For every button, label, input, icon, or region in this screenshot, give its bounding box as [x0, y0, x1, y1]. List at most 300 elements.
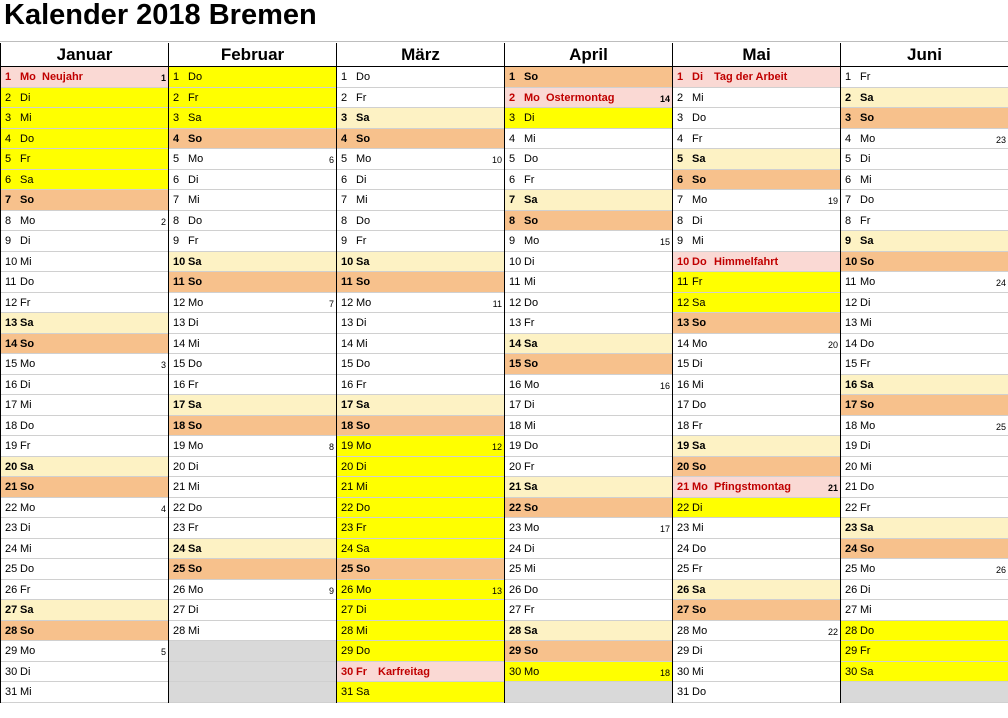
day-number: 18	[845, 419, 858, 432]
weekday: Mo	[20, 71, 36, 83]
day-number: 28	[845, 624, 858, 637]
day-cell	[337, 272, 504, 293]
day-number: 11	[677, 276, 689, 288]
weekday: Do	[524, 153, 539, 165]
weekday: Mo	[692, 194, 708, 206]
day-cell	[169, 395, 336, 416]
day-cell	[337, 354, 504, 375]
day-number: 21	[845, 481, 858, 493]
day-cell	[841, 67, 1008, 88]
day-cell	[169, 518, 336, 539]
day-number: 3	[509, 112, 516, 124]
weekday: Di	[692, 214, 703, 227]
week-number: 16	[659, 380, 670, 391]
day-cell	[673, 313, 840, 334]
day-number: 22	[5, 501, 18, 514]
weekday: Sa	[20, 317, 34, 329]
day-cell	[1, 88, 168, 109]
weekday: Do	[692, 255, 707, 268]
day-number: 20	[5, 460, 18, 473]
day-cell	[841, 252, 1008, 273]
weekday: So	[692, 460, 707, 473]
day-number: 18	[5, 419, 18, 432]
day-cell	[1, 272, 168, 293]
holiday-name: Himmelfahrt	[714, 255, 779, 268]
weekday: Do	[860, 624, 875, 637]
day-number: 8	[677, 214, 684, 227]
day-cell	[505, 354, 672, 375]
day-cell	[505, 252, 672, 273]
weekday: So	[524, 501, 539, 514]
week-number: 4	[160, 503, 166, 514]
day-number: 21	[341, 481, 354, 493]
day-number: 3	[341, 112, 348, 124]
day-cell	[841, 129, 1008, 150]
month-header-3: März	[336, 43, 504, 67]
weekday: Sa	[860, 91, 874, 104]
week-number: 12	[491, 442, 502, 452]
day-cell	[505, 272, 672, 293]
weekday: So	[692, 604, 707, 616]
day-number: 27	[341, 604, 354, 616]
day-number: 27	[845, 604, 858, 616]
month-column	[0, 67, 168, 703]
weekday: Mo	[356, 440, 372, 452]
day-cell	[1, 211, 168, 232]
day-cell	[841, 457, 1008, 478]
day-cell	[337, 518, 504, 539]
day-cell	[337, 334, 504, 355]
weekday: Do	[188, 501, 203, 514]
day-number: 11	[509, 276, 521, 288]
month-column	[336, 67, 504, 703]
weekday: Do	[524, 583, 539, 596]
day-number: 4	[341, 132, 348, 145]
day-number: 15	[677, 358, 690, 370]
day-number: 29	[845, 645, 858, 657]
day-cell	[841, 641, 1008, 662]
weekday: Mi	[524, 132, 536, 145]
weekday: Do	[692, 686, 707, 698]
day-cell	[337, 375, 504, 396]
day-cell	[673, 436, 840, 457]
weekday: So	[692, 317, 707, 329]
weekday: Mi	[692, 235, 704, 247]
week-number: 5	[160, 647, 166, 657]
day-number: 19	[845, 440, 858, 452]
weekday: Di	[20, 235, 31, 247]
day-number: 5	[5, 153, 12, 165]
day-cell	[169, 272, 336, 293]
day-cell	[841, 149, 1008, 170]
weekday: Mi	[20, 255, 32, 268]
day-cell	[1, 600, 168, 621]
weekday: Sa	[188, 255, 202, 268]
day-number: 19	[5, 440, 18, 452]
day-cell	[673, 108, 840, 129]
empty-day-cell	[505, 682, 672, 703]
day-cell	[169, 457, 336, 478]
weekday: Mi	[188, 337, 200, 350]
week-number: 22	[827, 626, 838, 637]
weekday: Mo	[524, 235, 540, 247]
day-number: 16	[677, 378, 690, 391]
day-number: 19	[173, 440, 186, 452]
page-title: Kalender 2018 Bremen	[4, 0, 317, 31]
day-cell	[169, 88, 336, 109]
day-number: 1	[845, 71, 852, 83]
weekday: Di	[188, 173, 199, 186]
weekday: Fr	[188, 91, 199, 104]
day-number: 2	[845, 91, 852, 104]
day-number: 6	[677, 173, 684, 186]
weekday: Mi	[692, 91, 704, 104]
weekday: Di	[188, 317, 199, 329]
day-number: 26	[845, 583, 858, 596]
week-number: 23	[995, 134, 1006, 145]
week-number: 9	[328, 585, 334, 596]
weekday: Mo	[20, 214, 36, 227]
day-number: 22	[173, 501, 186, 514]
day-cell	[505, 149, 672, 170]
day-cell	[505, 211, 672, 232]
weekday: Mo	[524, 522, 540, 534]
weekday: Fr	[860, 358, 871, 370]
day-cell	[505, 293, 672, 314]
day-cell	[505, 108, 672, 129]
month-header-4: April	[504, 43, 672, 67]
day-number: 28	[5, 624, 18, 637]
calendar-grid	[0, 43, 1008, 718]
weekday: Mo	[356, 296, 372, 309]
weekday: So	[188, 563, 203, 575]
day-number: 12	[677, 296, 690, 309]
week-number: 13	[491, 585, 502, 596]
day-number: 17	[5, 399, 18, 411]
day-cell	[841, 559, 1008, 580]
day-number: 24	[845, 542, 858, 555]
day-cell	[841, 211, 1008, 232]
day-cell	[1, 498, 168, 519]
day-cell	[337, 395, 504, 416]
weekday: So	[356, 419, 371, 432]
weekday: Fr	[188, 522, 199, 534]
day-cell	[1, 375, 168, 396]
day-cell	[169, 621, 336, 642]
weekday: Sa	[188, 399, 202, 411]
day-cell	[673, 662, 840, 683]
weekday: So	[20, 194, 35, 206]
day-number: 29	[509, 645, 522, 657]
weekday: Di	[692, 645, 703, 657]
weekday: Mo	[692, 624, 708, 637]
weekday: Di	[20, 522, 31, 534]
holiday-name: Tag der Arbeit	[714, 71, 788, 83]
day-cell	[673, 354, 840, 375]
day-number: 9	[341, 235, 348, 247]
weekday: So	[860, 255, 875, 268]
weekday: Mo	[188, 583, 204, 596]
day-cell	[673, 293, 840, 314]
month-column	[168, 67, 336, 703]
day-cell	[505, 457, 672, 478]
day-cell	[505, 190, 672, 211]
weekday: Sa	[860, 522, 874, 534]
day-number: 1	[341, 71, 348, 83]
day-number: 4	[509, 132, 516, 145]
week-number: 19	[827, 196, 838, 206]
day-number: 15	[341, 358, 354, 370]
day-number: 30	[845, 665, 858, 678]
day-cell	[673, 682, 840, 703]
day-number: 14	[341, 337, 354, 350]
day-number: 22	[677, 501, 690, 514]
weekday: Do	[188, 71, 203, 83]
day-cell	[841, 334, 1008, 355]
week-number: 25	[995, 421, 1006, 432]
week-number: 26	[995, 565, 1006, 575]
day-number: 15	[845, 358, 858, 370]
week-number: 3	[160, 360, 166, 370]
weekday: Mo	[860, 132, 876, 145]
day-cell	[505, 600, 672, 621]
weekday: So	[356, 132, 371, 145]
weekday: Di	[524, 255, 535, 268]
day-number: 24	[509, 542, 522, 555]
weekday: Mo	[692, 481, 708, 493]
day-cell	[673, 559, 840, 580]
day-cell	[1, 580, 168, 601]
day-cell	[505, 559, 672, 580]
weekday: Mo	[20, 358, 36, 370]
day-number: 13	[341, 317, 354, 329]
empty-day-cell	[841, 682, 1008, 703]
day-cell	[673, 498, 840, 519]
day-number: 9	[845, 235, 852, 247]
day-cell	[337, 211, 504, 232]
day-number: 4	[845, 132, 852, 145]
day-cell	[841, 272, 1008, 293]
weekday: Sa	[692, 583, 706, 596]
day-cell	[169, 436, 336, 457]
day-number: 19	[509, 440, 522, 452]
weekday: Fr	[20, 440, 31, 452]
weekday: Di	[20, 378, 31, 391]
day-number: 26	[341, 583, 354, 596]
weekday: Sa	[524, 481, 538, 493]
day-number: 13	[5, 317, 18, 329]
day-number: 18	[677, 419, 690, 432]
day-cell	[1, 477, 168, 498]
weekday: Di	[524, 112, 535, 124]
day-number: 15	[5, 358, 18, 370]
weekday: Sa	[692, 153, 706, 165]
weekday: So	[188, 419, 203, 432]
day-number: 23	[509, 522, 522, 534]
day-cell	[505, 313, 672, 334]
day-number: 20	[509, 460, 522, 473]
weekday: Sa	[692, 440, 706, 452]
week-number: 8	[328, 442, 334, 452]
week-number: 15	[659, 237, 670, 247]
day-cell	[505, 334, 672, 355]
weekday: Fr	[692, 132, 703, 145]
day-number: 19	[341, 440, 354, 452]
weekday: Do	[356, 214, 371, 227]
weekday: Fr	[356, 522, 367, 534]
day-number: 7	[845, 194, 852, 206]
day-number: 20	[341, 460, 354, 473]
day-number: 17	[845, 399, 858, 411]
day-number: 18	[341, 419, 354, 432]
day-number: 14	[5, 337, 18, 350]
weekday: Sa	[860, 378, 874, 391]
day-number: 6	[5, 173, 12, 186]
weekday: So	[524, 71, 539, 83]
day-cell	[337, 129, 504, 150]
day-number: 12	[5, 296, 18, 309]
day-number: 11	[173, 276, 185, 288]
day-cell	[169, 334, 336, 355]
day-cell	[337, 559, 504, 580]
day-cell	[673, 539, 840, 560]
day-number: 22	[845, 501, 858, 514]
month-column	[672, 67, 840, 703]
weekday: So	[692, 173, 707, 186]
day-cell	[337, 108, 504, 129]
weekday: Di	[860, 296, 871, 309]
day-number: 22	[509, 501, 522, 514]
day-number: 14	[845, 337, 858, 350]
day-number: 8	[341, 214, 348, 227]
weekday: So	[524, 358, 539, 370]
day-number: 12	[173, 296, 186, 309]
day-number: 1	[173, 71, 180, 83]
day-number: 2	[5, 91, 12, 104]
weekday: Di	[356, 317, 367, 329]
weekday: Sa	[356, 255, 370, 268]
day-number: 2	[341, 91, 348, 104]
weekday: Fr	[20, 583, 31, 596]
day-number: 25	[341, 563, 354, 575]
week-number: 10	[491, 155, 502, 165]
day-number: 21	[677, 481, 690, 493]
day-cell	[673, 580, 840, 601]
day-cell	[169, 477, 336, 498]
day-cell	[337, 457, 504, 478]
day-cell	[1, 129, 168, 150]
day-number: 10	[677, 255, 690, 268]
day-number: 31	[5, 686, 18, 698]
day-number: 27	[677, 604, 690, 616]
weekday: Sa	[188, 112, 202, 124]
day-cell	[169, 498, 336, 519]
day-cell	[505, 477, 672, 498]
day-number: 26	[5, 583, 18, 596]
weekday: Sa	[356, 686, 370, 698]
weekday: Di	[692, 358, 703, 370]
month-header-5: Mai	[672, 43, 840, 67]
weekday: Do	[692, 542, 707, 555]
weekday: Sa	[20, 173, 34, 186]
day-cell	[1, 67, 168, 88]
day-cell	[169, 559, 336, 580]
day-cell	[1, 518, 168, 539]
day-number: 21	[5, 481, 18, 493]
weekday: Fr	[524, 173, 535, 186]
day-cell	[505, 518, 672, 539]
weekday: Mi	[524, 276, 536, 288]
day-cell	[505, 375, 672, 396]
weekday: Sa	[356, 112, 370, 124]
day-cell	[505, 641, 672, 662]
day-number: 23	[5, 522, 18, 534]
week-number: 20	[827, 339, 838, 350]
day-number: 31	[341, 686, 354, 698]
weekday: Do	[356, 71, 371, 83]
weekday: Fr	[524, 317, 535, 329]
day-cell	[169, 129, 336, 150]
day-number: 16	[845, 378, 858, 391]
weekday: Fr	[692, 276, 703, 288]
day-cell	[841, 170, 1008, 191]
day-number: 5	[341, 153, 348, 165]
day-cell	[505, 621, 672, 642]
weekday: So	[356, 563, 371, 575]
day-cell	[337, 539, 504, 560]
day-number: 9	[173, 235, 180, 247]
weekday: Do	[356, 358, 371, 370]
day-cell	[673, 272, 840, 293]
holiday-name: Karfreitag	[378, 665, 430, 678]
day-number: 8	[5, 214, 12, 227]
weekday: Mi	[860, 604, 872, 616]
day-cell	[169, 252, 336, 273]
week-number: 2	[160, 216, 166, 227]
weekday: Di	[20, 665, 31, 678]
day-number: 6	[173, 173, 180, 186]
day-cell	[673, 641, 840, 662]
week-number: 14	[659, 93, 670, 104]
day-cell	[169, 313, 336, 334]
weekday: So	[860, 112, 875, 124]
day-number: 8	[509, 214, 516, 227]
day-number: 7	[677, 194, 684, 206]
day-cell	[1, 559, 168, 580]
day-cell	[505, 580, 672, 601]
day-cell	[505, 662, 672, 683]
weekday: Sa	[860, 665, 874, 678]
weekday: Fr	[524, 604, 535, 616]
weekday: Do	[188, 358, 203, 370]
day-cell	[841, 293, 1008, 314]
weekday: So	[860, 542, 875, 555]
day-cell	[1, 416, 168, 437]
weekday: Mi	[20, 542, 32, 555]
weekday: Mi	[20, 399, 32, 411]
day-number: 30	[509, 665, 522, 678]
day-number: 25	[5, 563, 18, 575]
weekday: Fr	[356, 235, 367, 247]
day-cell	[337, 88, 504, 109]
weekday: Di	[692, 501, 703, 514]
weekday: Mo	[860, 419, 876, 432]
weekday: Mi	[524, 563, 536, 575]
day-cell	[673, 518, 840, 539]
day-number: 16	[5, 378, 18, 391]
day-number: 2	[509, 91, 516, 104]
day-cell	[1, 436, 168, 457]
